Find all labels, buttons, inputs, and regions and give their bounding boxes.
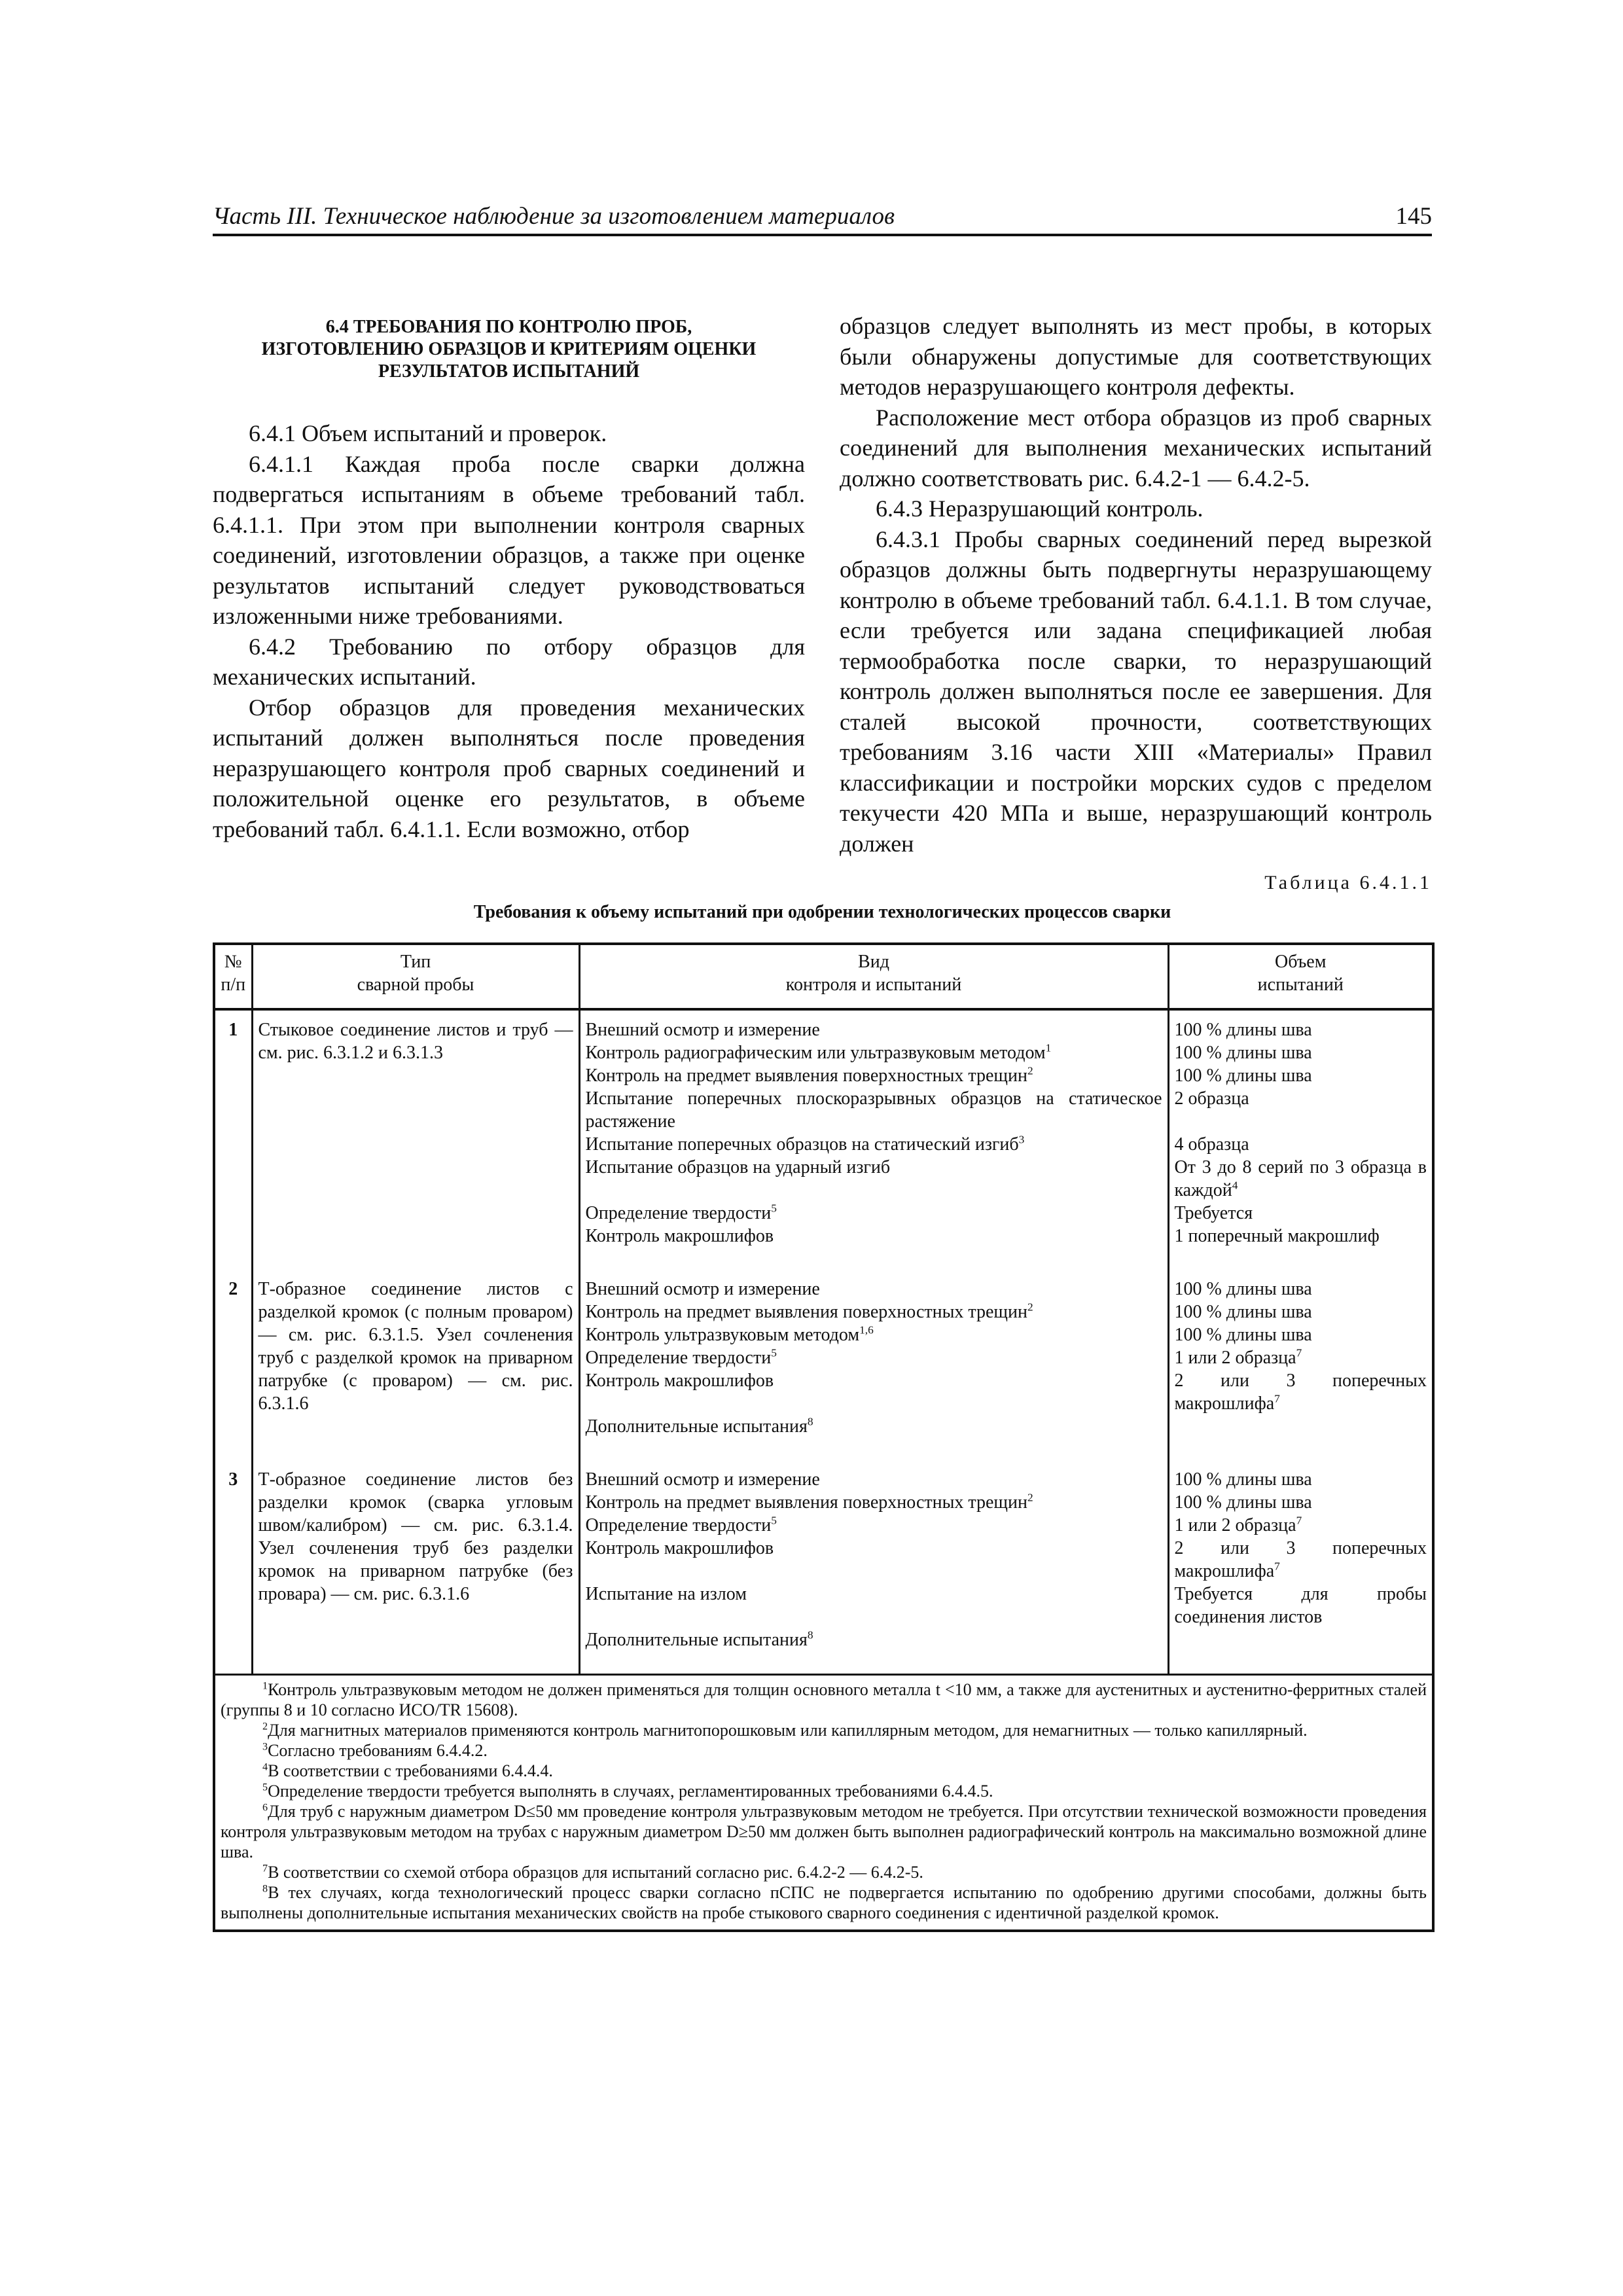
running-header	[213, 200, 1432, 236]
section-title-line: 6.4 ТРЕБОВАНИЯ ПО КОНТРОЛЮ ПРОБ,	[325, 317, 692, 337]
table-footnotes	[214, 1675, 1433, 1931]
test-volume-line: 100 % длины шва	[1174, 1469, 1312, 1490]
test-kind-line: Контроль на предмет выявления поверхностных трещин$^2$	[585, 1300, 1033, 1322]
header-volume: Объем испытаний	[1168, 944, 1433, 1009]
test-kind-line: Испытание на излом	[585, 1584, 747, 1604]
test-kind-line: Контроль макрошлифов	[585, 1226, 774, 1246]
footnote-ref: 2	[1027, 1491, 1033, 1504]
running-title: Часть III. Техническое наблюдение за изготовлением материалов	[213, 203, 895, 230]
footnote-mark: 6	[262, 1802, 268, 1814]
test-kind-line	[586, 1179, 1162, 1202]
subsection-heading: 6.4.3 Неразрушающий контроль.	[876, 495, 1204, 522]
footnote-mark: 5	[262, 1782, 268, 1793]
requirements-table	[213, 942, 1435, 1932]
footnote-mark: 2	[262, 1721, 268, 1732]
test-kind-line: Испытание поперечных плоскоразрывных образцов на статическое растяжение	[585, 1088, 1162, 1132]
footnote: $^4$В соответствии с требованиями 6.4.4.4.	[262, 1761, 553, 1780]
footnote-mark: 3	[262, 1741, 268, 1753]
test-kind-cell	[579, 1009, 1168, 1270]
test-kind-line: Определение твердости$^5$	[585, 1346, 777, 1368]
test-volume-line: 100 % длины шва	[1174, 1020, 1312, 1040]
paragraph: образцов следует выполнять из мест пробы, в которых были обнаружены допустимые для соответствующих методов неразрушающего контроля дефекты.	[840, 313, 1432, 400]
test-kind-line: Контроль радиографическим или ультразвуковым методом$^1$	[585, 1041, 1052, 1063]
header-kind: Вид контроля и испытаний	[579, 944, 1168, 1009]
test-kind-line: Определение твердости$^5$	[585, 1202, 777, 1223]
requirements-table-wrap	[213, 942, 1432, 1932]
paragraph: 6.4.3.1 Пробы сварных соединений перед вырезкой образцов должны быть подвергнуты неразрушающему контролю в объеме требований табл. 6.4.1.1. В том случае, если требуется или задана спецификацией любая термообработка после сварки, то неразрушающий контроль должен выполняться после ее завершения. Для сталей высокой прочности, соответствующих требованиям 3.16 части XIII «Материалы» Правил классификации и постройки морских судов с пределом текучести 420 МПа и выше, неразрушающий контроль должен	[840, 526, 1432, 857]
footnote-ref: 5	[771, 1514, 777, 1527]
test-volume-line: 4 образца	[1174, 1134, 1249, 1155]
subsection-heading: 6.4.1 Объем испытаний и проверок.	[249, 420, 607, 446]
test-volume-line: 2 или 3 поперечных макрошлифа$^7$	[1174, 1538, 1427, 1581]
test-kind-line: Испытание поперечных образцов на статический изгиб$^3$	[585, 1133, 1025, 1155]
table-body	[214, 1009, 1433, 1675]
weld-sample-type: Т-образное соединение листов с разделкой кромок (с полным проваром) — см. рис. 6.3.1.5. Узел сочленения труб с разделкой кромок на приварном патрубке (с проваром) — см. рис. 6.3.1.6	[252, 1270, 579, 1460]
footnote-ref: 1	[1045, 1041, 1052, 1054]
test-volume-line	[1175, 1110, 1427, 1133]
test-kind-line	[586, 1605, 1162, 1628]
right-text-column	[840, 311, 1432, 859]
footnote-ref: 2	[1027, 1064, 1033, 1077]
footnote-mark: 7	[262, 1863, 268, 1874]
footnote: $^2$Для магнитных материалов применяются контроль магнитопорошковым или капиллярным методом, для немагнитных — только капиллярный.	[262, 1721, 1308, 1740]
footnote-ref: 7	[1274, 1392, 1280, 1405]
paragraph: Расположение мест отбора образцов из проб сварных соединений для выполнения механических испытаний должно соответствовать рис. 6.4.2-1 — 6.4.2-5.	[840, 404, 1432, 492]
footnotes-row	[214, 1675, 1433, 1931]
test-kind-line: Внешний осмотр и измерение	[585, 1279, 820, 1299]
footnote-mark: 4	[262, 1761, 268, 1773]
table-row	[214, 1460, 1433, 1675]
left-text-column	[213, 311, 805, 844]
table-header-row	[214, 944, 1433, 1009]
footnote: $^8$В тех случаях, когда технологический процесс сварки согласно пСПС не подвергается испытанию по одобрению другими способами, должны быть выполнены дополнительные испытания механических свойств на пробе стыкового сварного соединения с идентичной разделкой кромок.	[221, 1883, 1427, 1922]
test-volume-cell	[1168, 1009, 1433, 1270]
weld-sample-type: Т-образное соединение листов без разделки кромок (сварка угловым швом/калибром) — см. рис. 6.3.1.4. Узел сочленения труб без разделки кромок на приварном патрубке (без провара) — см. рис. 6.3.1.6	[252, 1460, 579, 1675]
test-kind-line: Дополнительные испытания$^8$	[585, 1628, 813, 1650]
header-type: Тип сварной пробы	[252, 944, 579, 1009]
test-kind-line: Испытание образцов на ударный изгиб	[585, 1157, 891, 1177]
test-kind-line: Дополнительные испытания$^8$	[585, 1415, 813, 1437]
test-volume-line: 2 образца	[1174, 1088, 1249, 1109]
test-kind-line: Контроль макрошлифов	[585, 1371, 774, 1391]
test-kind-line: Контроль на предмет выявления поверхностных трещин$^2$	[585, 1491, 1033, 1513]
subsection-heading: 6.4.2 Требованию по отбору образцов для механических испытаний.	[213, 633, 805, 690]
test-volume-line: Требуется	[1174, 1203, 1253, 1223]
row-number: 1	[214, 1009, 252, 1270]
test-kind-line: Контроль ультразвуковым методом$^{1,6}$	[585, 1323, 874, 1345]
row-number: 3	[214, 1460, 252, 1675]
header-num: № п/п	[214, 944, 252, 1009]
footnote-ref: 1,6	[859, 1323, 874, 1336]
test-kind-line	[586, 1560, 1162, 1583]
footnote-ref: 7	[1296, 1514, 1302, 1527]
table-row	[214, 1009, 1433, 1270]
section-title	[213, 316, 805, 383]
footnote-ref: 7	[1296, 1346, 1302, 1359]
test-volume-cell	[1168, 1460, 1433, 1675]
test-volume-line: 1 или 2 образца$^7$	[1174, 1346, 1302, 1368]
test-kind-line	[586, 1392, 1162, 1415]
test-volume-line: 2 или 3 поперечных макрошлифа$^7$	[1174, 1371, 1427, 1414]
footnote-ref: 8	[807, 1628, 813, 1641]
test-kind-line: Контроль на предмет выявления поверхностных трещин$^2$	[585, 1064, 1033, 1086]
footnote-ref: 8	[807, 1415, 813, 1428]
footnote: $^5$Определение твердости требуется выполнять в случаях, регламентированных требованиями 6.4.4.5.	[262, 1782, 993, 1801]
footnote-ref: 5	[771, 1346, 777, 1359]
row-number: 2	[214, 1270, 252, 1460]
test-volume-line: 100 % длины шва	[1174, 1302, 1312, 1322]
test-volume-line: 100 % длины шва	[1174, 1043, 1312, 1063]
footnote-ref: 4	[1232, 1179, 1238, 1192]
paragraph: Отбор образцов для проведения механических испытаний должен выполняться после проведения неразрушающего контроля проб сварных соединений и положительной оценке его результатов, в объеме требований табл. 6.4.1.1. Если возможно, отбор	[213, 694, 805, 842]
test-volume-line: 100 % длины шва	[1174, 1066, 1312, 1086]
section-title-line: ИЗГОТОВЛЕНИЮ ОБРАЗЦОВ И КРИТЕРИЯМ ОЦЕНКИ	[261, 339, 757, 359]
section-title-line: РЕЗУЛЬТАТОВ ИСПЫТАНИЙ	[378, 361, 640, 382]
test-volume-line: 100 % длины шва	[1174, 1492, 1312, 1513]
footnote-ref: 5	[771, 1202, 777, 1215]
table-label: Таблица 6.4.1.1	[1264, 872, 1432, 893]
test-kind-line: Контроль макрошлифов	[585, 1538, 774, 1558]
test-kind-line: Внешний осмотр и измерение	[585, 1020, 820, 1040]
footnote: $^7$В соответствии со схемой отбора образцов для испытаний согласно рис. 6.4.2-2 — 6.4.2-5.	[262, 1863, 923, 1882]
test-kind-line: Внешний осмотр и измерение	[585, 1469, 820, 1490]
footnote: $^6$Для труб с наружным диаметром D≤50 мм проведение контроля ультразвуковым методом не требуется. При отсутствии технической возможности проведения контроля ультразвуковым методом на трубах с наружным диаметром D≥50 мм должен быть выполнен радиографический контроль на максимально возможной длине шва.	[221, 1802, 1427, 1861]
table-row	[214, 1270, 1433, 1460]
footnote-mark: 8	[262, 1883, 268, 1895]
footnote-ref: 2	[1027, 1300, 1033, 1314]
weld-sample-type: Стыковое соединение листов и труб — см. рис. 6.3.1.2 и 6.3.1.3	[252, 1009, 579, 1270]
test-volume-line: Требуется для пробы соединения листов	[1174, 1584, 1427, 1627]
page-number: 145	[1395, 203, 1432, 230]
footnote-ref: 3	[1018, 1133, 1025, 1146]
test-volume-line: 100 % длины шва	[1174, 1325, 1312, 1345]
table-title: Требования к объему испытаний при одобрении технологических процессов сварки	[473, 902, 1171, 922]
test-kind-cell	[579, 1270, 1168, 1460]
test-volume-line: 1 поперечный макрошлиф	[1174, 1226, 1380, 1246]
paragraph: 6.4.1.1 Каждая проба после сварки должна подвергаться испытаниям в объеме требований табл. 6.4.1.1. При этом при выполнении контроля сварных соединений, изготовлении образцов, а также при оценке результатов испытаний следует руководствоваться изложенными ниже требованиями.	[213, 450, 805, 629]
test-volume-line: От 3 до 8 серий по 3 образца в каждой$^4$	[1174, 1157, 1427, 1200]
footnote: $^3$Согласно требованиям 6.4.4.2.	[262, 1741, 488, 1760]
test-volume-line: 100 % длины шва	[1174, 1279, 1312, 1299]
footnote: $^1$Контроль ультразвуковым методом не должен применяться для толщин основного металла t <10 мм, а также для аустенитных и аустенитно-ферритных сталей (группы 8 и 10 согласно ИСО/TR 15608).	[221, 1680, 1427, 1719]
test-volume-cell	[1168, 1270, 1433, 1460]
footnote-mark: 1	[262, 1680, 268, 1692]
test-kind-line: Определение твердости$^5$	[585, 1514, 777, 1535]
footnote-ref: 7	[1274, 1560, 1280, 1573]
test-volume-line: 1 или 2 образца$^7$	[1174, 1514, 1302, 1535]
test-kind-cell	[579, 1460, 1168, 1675]
